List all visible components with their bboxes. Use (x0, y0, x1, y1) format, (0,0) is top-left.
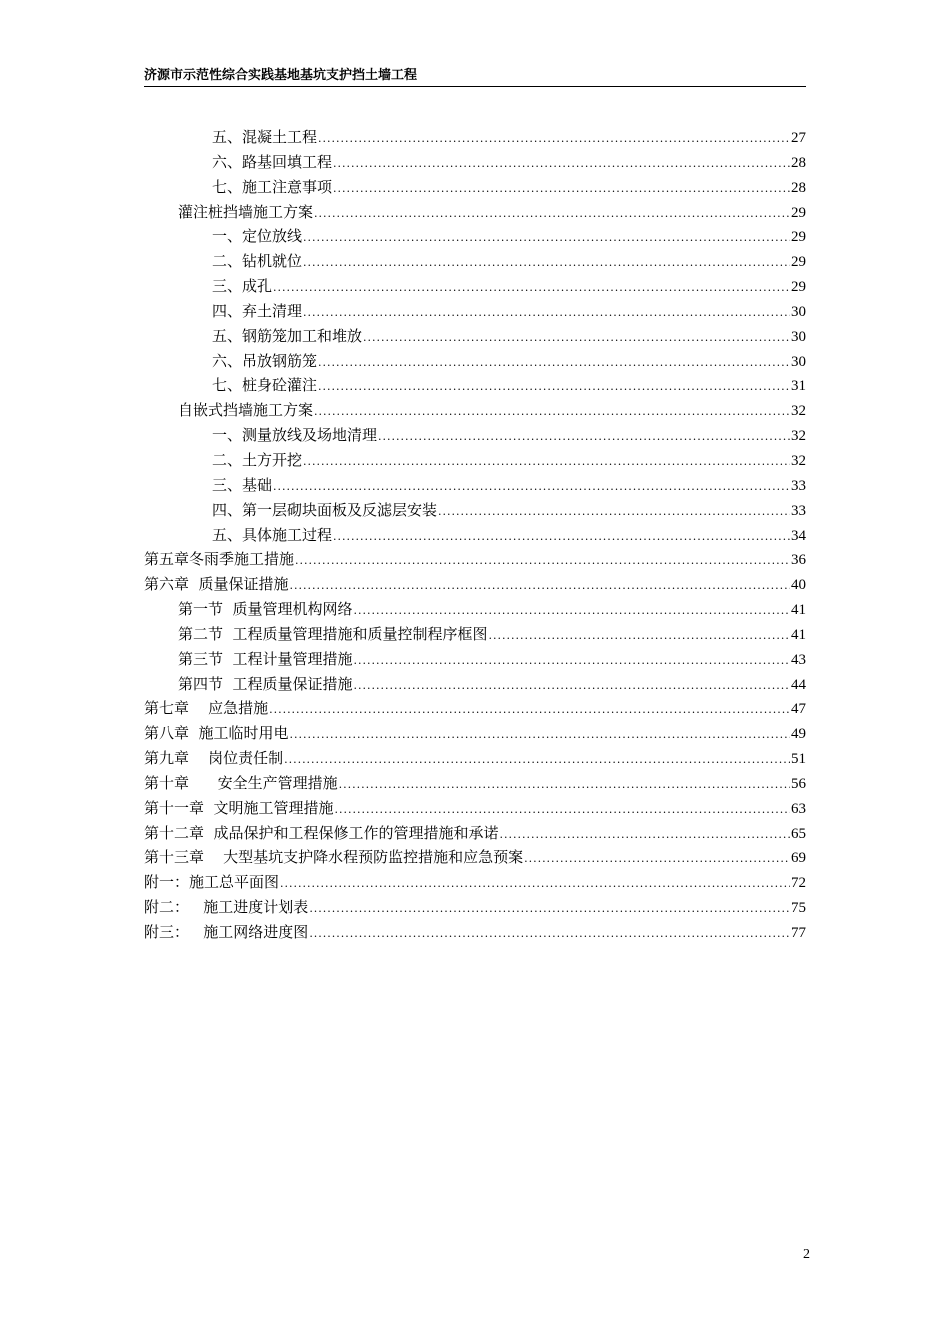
toc-entry[interactable] (144, 572, 806, 597)
toc-entry-page: 34 (791, 527, 806, 544)
toc-entry-page: 36 (791, 552, 806, 569)
toc-entry[interactable] (144, 672, 806, 697)
toc-entry-title: 第五章冬雨季施工措施 (144, 550, 295, 569)
toc-entry[interactable] (144, 349, 806, 374)
toc-entry[interactable] (144, 498, 806, 523)
toc-entry[interactable] (144, 796, 806, 821)
toc-dot-leader (318, 375, 790, 400)
toc-dot-leader (290, 723, 790, 748)
toc-entry-page: 29 (791, 254, 806, 271)
toc-entry-page: 30 (791, 353, 806, 370)
toc-entry-title: 三、基础 (212, 475, 273, 494)
toc-entry-title: 二、钻机就位 (212, 252, 303, 271)
toc-entry-page: 56 (791, 775, 806, 792)
toc-entry[interactable] (144, 845, 806, 870)
toc-entry-title: 四、第一层砌块面板及反滤层安装 (212, 500, 438, 519)
toc-entry-title: 第二节 工程质量管理措施和质量控制程序框图 (178, 624, 488, 643)
toc-entry-title: 附三： 施工网络进度图 (144, 923, 309, 941)
toc-dot-leader (354, 674, 790, 699)
toc-entry-title: 一、测量放线及场地清理 (212, 426, 378, 445)
toc-entry-page: 43 (791, 651, 806, 668)
toc-entry-title: 第九章 岗位责任制 (144, 749, 284, 768)
toc-entry-title: 六、路基回填工程 (212, 152, 333, 171)
toc-entry[interactable] (144, 721, 806, 746)
toc-dot-leader (333, 525, 790, 550)
toc-entry[interactable] (144, 373, 806, 398)
toc-entry[interactable] (144, 597, 806, 622)
document-title: 济源市示范性综合实践基地基坑支护挡土墙工程 (144, 68, 418, 83)
toc-entry-page: 30 (791, 328, 806, 345)
toc-entry-page: 40 (791, 577, 806, 594)
toc-entry-page: 28 (791, 179, 806, 196)
toc-entry-title: 灌注桩挡墙施工方案 (178, 202, 314, 221)
toc-entry-page: 72 (791, 875, 806, 892)
toc-dot-leader (295, 549, 790, 574)
toc-dot-leader (303, 251, 790, 276)
toc-entry[interactable] (144, 746, 806, 771)
toc-entry-title: 一、定位放线 (212, 227, 303, 246)
toc-entry-title: 第六章 质量保证措施 (144, 575, 289, 594)
toc-dot-leader (354, 649, 790, 674)
toc-dot-leader (489, 624, 790, 649)
toc-dot-leader (363, 326, 790, 351)
toc-entry-title: 五、具体施工过程 (212, 525, 333, 544)
toc-dot-leader (303, 450, 790, 475)
toc-entry[interactable] (144, 224, 806, 249)
toc-entry[interactable] (144, 448, 806, 473)
toc-dot-leader (269, 698, 790, 723)
toc-dot-leader (333, 177, 790, 202)
toc-dot-leader (318, 127, 790, 152)
toc-entry-title: 附一：施工总平面图 (144, 873, 280, 892)
toc-entry[interactable] (144, 249, 806, 274)
toc-entry-title: 第七章 应急措施 (144, 699, 269, 718)
toc-dot-leader (333, 152, 790, 177)
toc-dot-leader (309, 897, 790, 922)
toc-entry[interactable] (144, 821, 806, 846)
toc-entry-title: 第八章 施工临时用电 (144, 724, 289, 743)
toc-dot-leader (438, 500, 790, 525)
toc-entry[interactable] (144, 299, 806, 324)
toc-entry-page: 32 (791, 428, 806, 445)
toc-entry-page: 30 (791, 303, 806, 320)
toc-entry-page: 69 (791, 850, 806, 867)
toc-entry-title: 第一节 质量管理机构网络 (178, 600, 353, 619)
toc-entry[interactable] (144, 150, 806, 175)
toc-entry[interactable] (144, 622, 806, 647)
toc-entry[interactable] (144, 920, 806, 945)
toc-entry-title: 五、混凝土工程 (212, 128, 318, 146)
toc-entry-title: 附二： 施工进度计划表 (144, 898, 309, 917)
toc-entry-title: 第十章 安全生产管理措施 (144, 773, 338, 792)
toc-entry-page: 33 (791, 477, 806, 494)
toc-entry-title: 五、钢筋笼加工和堆放 (212, 326, 363, 345)
toc-entry-page: 44 (791, 676, 806, 693)
toc-entry[interactable] (144, 423, 806, 448)
toc-dot-leader (273, 276, 790, 301)
toc-dot-leader (500, 823, 790, 848)
toc-entry[interactable] (144, 771, 806, 796)
toc-entry-title: 第十二章 成品保护和工程保修工作的管理措施和承诺 (144, 823, 499, 842)
toc-entry-title: 第四节 工程质量保证措施 (178, 674, 353, 693)
toc-dot-leader (378, 425, 790, 450)
toc-entry-page: 41 (791, 626, 806, 643)
toc-entry[interactable] (144, 473, 806, 498)
toc-entry-page: 49 (791, 726, 806, 743)
toc-dot-leader (335, 798, 790, 823)
toc-entry-page: 29 (791, 279, 806, 296)
toc-dot-leader (354, 599, 790, 624)
toc-entry[interactable] (144, 523, 806, 548)
toc-dot-leader (314, 400, 790, 425)
toc-entry-page: 47 (791, 701, 806, 718)
toc-dot-leader (303, 226, 790, 251)
toc-entry[interactable] (144, 647, 806, 672)
toc-entry-page: 41 (791, 602, 806, 619)
toc-entry-title: 二、土方开挖 (212, 450, 303, 469)
toc-entry-title: 四、弃土清理 (212, 301, 303, 320)
toc-entry-page: 31 (791, 378, 806, 395)
toc-dot-leader (309, 922, 790, 947)
toc-entry-title: 第三节 工程计量管理措施 (178, 649, 353, 668)
toc-entry-page: 28 (791, 154, 806, 171)
toc-dot-leader (314, 202, 790, 227)
toc-entry[interactable] (144, 895, 806, 920)
toc-dot-leader (273, 475, 790, 500)
toc-entry-page: 77 (791, 925, 806, 941)
toc-entry-title: 自嵌式挡墙施工方案 (178, 401, 314, 420)
toc-entry-page: 32 (791, 403, 806, 420)
page-number: 2 (803, 1247, 810, 1262)
toc-dot-leader (318, 351, 790, 376)
toc-dot-leader (284, 748, 790, 773)
toc-entry[interactable] (144, 324, 806, 349)
toc-entry[interactable] (144, 870, 806, 895)
toc-dot-leader (339, 773, 790, 798)
toc-entry-title: 六、吊放钢筋笼 (212, 351, 318, 370)
toc-entry-page: 63 (791, 800, 806, 817)
toc-entry-page: 29 (791, 229, 806, 246)
toc-entry-page: 51 (791, 751, 806, 768)
toc-entry-title: 七、施工注意事项 (212, 177, 333, 196)
toc-dot-leader (524, 847, 790, 872)
toc-entry[interactable] (144, 175, 806, 200)
toc-entry[interactable] (144, 200, 806, 225)
page-header (144, 66, 806, 87)
toc-entry-page: 32 (791, 452, 806, 469)
toc-entry[interactable] (144, 547, 806, 572)
toc-entry-page: 65 (791, 825, 806, 842)
toc-entry[interactable] (144, 125, 806, 150)
toc-entry-page: 29 (791, 204, 806, 221)
toc-entry-title: 第十三章 大型基坑支护降水程预防监控措施和应急预案 (144, 848, 524, 867)
toc-entry[interactable] (144, 696, 806, 721)
toc-dot-leader (303, 301, 790, 326)
toc-entry-title: 七、桩身砼灌注 (212, 376, 318, 395)
toc-entry[interactable] (144, 398, 806, 423)
toc-entry-title: 第十一章 文明施工管理措施 (144, 798, 334, 817)
toc-dot-leader (280, 872, 790, 897)
toc-entry-page: 75 (791, 900, 806, 917)
toc-entry-page: 27 (791, 130, 806, 146)
toc-entry-title: 三、成孔 (212, 277, 273, 296)
toc-entry[interactable] (144, 274, 806, 299)
toc-entry-page: 33 (791, 502, 806, 519)
toc-dot-leader (290, 574, 790, 599)
table-of-contents (144, 125, 806, 945)
